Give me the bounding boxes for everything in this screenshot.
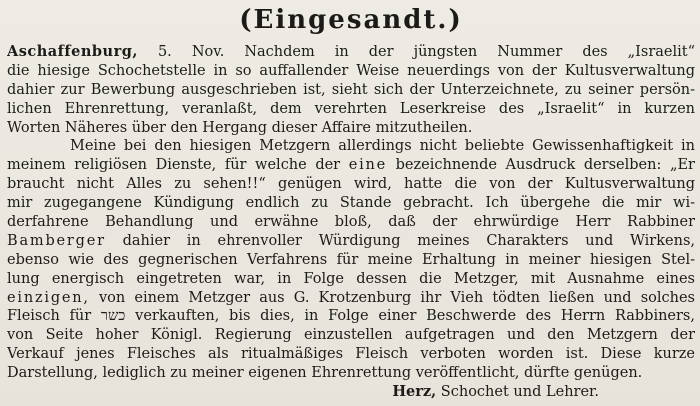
text-line-15: Fleisch für כשר verkauften, bis dies, in Folge einer Beschwerde des Herrn Rabbiners, bbox=[7, 308, 695, 325]
signature-name: Herz, bbox=[392, 383, 437, 401]
text-line-4: lichen Ehrenrettung, veranlaßt, dem verehrten Leserkreise des „Israelit“ in kurzen bbox=[7, 100, 695, 117]
letter-to-editor-article bbox=[7, 5, 695, 401]
text-line-14: einzigen, von einem Metzger aus G. Krotzenburg ihr Vieh tödten ließen und solches bbox=[7, 289, 695, 306]
text-line-3: dahier zur Bewerbung ausgeschrieben ist, sieht sich der Unterzeichnete, zu seiner persön- bbox=[7, 81, 695, 98]
text-line-10: derfahrene Behandlung und erwähne bloß, daß der ehrwürdige Herr Rabbiner bbox=[7, 214, 695, 231]
signature bbox=[7, 383, 695, 402]
emphasized-word: eine bbox=[348, 157, 388, 174]
signature-role: Schochet und Lehrer. bbox=[436, 384, 599, 401]
emphasized-word: einzigen, bbox=[7, 289, 90, 306]
text-line-8: braucht nicht Alles zu sehen!!“ genügen wird, hatte die von der Kultusverwaltung bbox=[7, 176, 695, 193]
text-line-16: von Seite hoher Königl. Regierung einzustellen aufgetragen und den Metzgern der bbox=[7, 327, 695, 344]
text-line-13: lung energisch eingetreten war, in Folge dessen die Metzger, mit Ausnahme eines bbox=[7, 270, 695, 287]
text-line-7: meinem religiösen Dienste, für welche der eine bezeichnende Ausdruck derselben: „Er bbox=[7, 157, 695, 174]
article-body bbox=[7, 43, 695, 402]
text-line-6: Meine bei den hiesigen Metzgern allerdings nicht beliebte Gewissenhaftigkeit in bbox=[70, 138, 695, 155]
article-heading: (Eingesandt.) bbox=[239, 5, 463, 35]
emphasized-name: Bamberger bbox=[7, 232, 106, 249]
text-line-17: Verkauf jenes Fleisches als ritualmäßiges Fleisch verboten worden ist. Diese kurze bbox=[7, 346, 695, 363]
text-line-9: mir zugegangene Kündigung endlich zu Stande gebracht. Ich übergehe die mir wi- bbox=[7, 195, 695, 212]
text-line-18: Darstellung, lediglich zu meiner eigenen Ehrenrettung veröffentlicht, dürfte genügen. bbox=[7, 365, 643, 382]
dateline-place: Aschaffenburg, bbox=[7, 43, 138, 60]
text-line-2: die hiesige Schochetstelle in so auffallender Weise neuerdings von der Kultusverwaltung bbox=[7, 62, 695, 79]
text-line-11: Bamberger dahier in ehrenvoller Würdigung meines Charakters und Wirkens, bbox=[7, 232, 695, 249]
text-line-5: Worten Näheres über den Hergang dieser Affaire mitzutheilen. bbox=[7, 119, 473, 136]
text-line-1: Aschaffenburg, 5. Nov. Nachdem in der jüngsten Nummer des „Israelit“ bbox=[7, 43, 695, 60]
text-line-12: ebenso wie des gegnerischen Verfahrens für meine Erhaltung in meiner hiesigen Stel- bbox=[7, 251, 695, 268]
